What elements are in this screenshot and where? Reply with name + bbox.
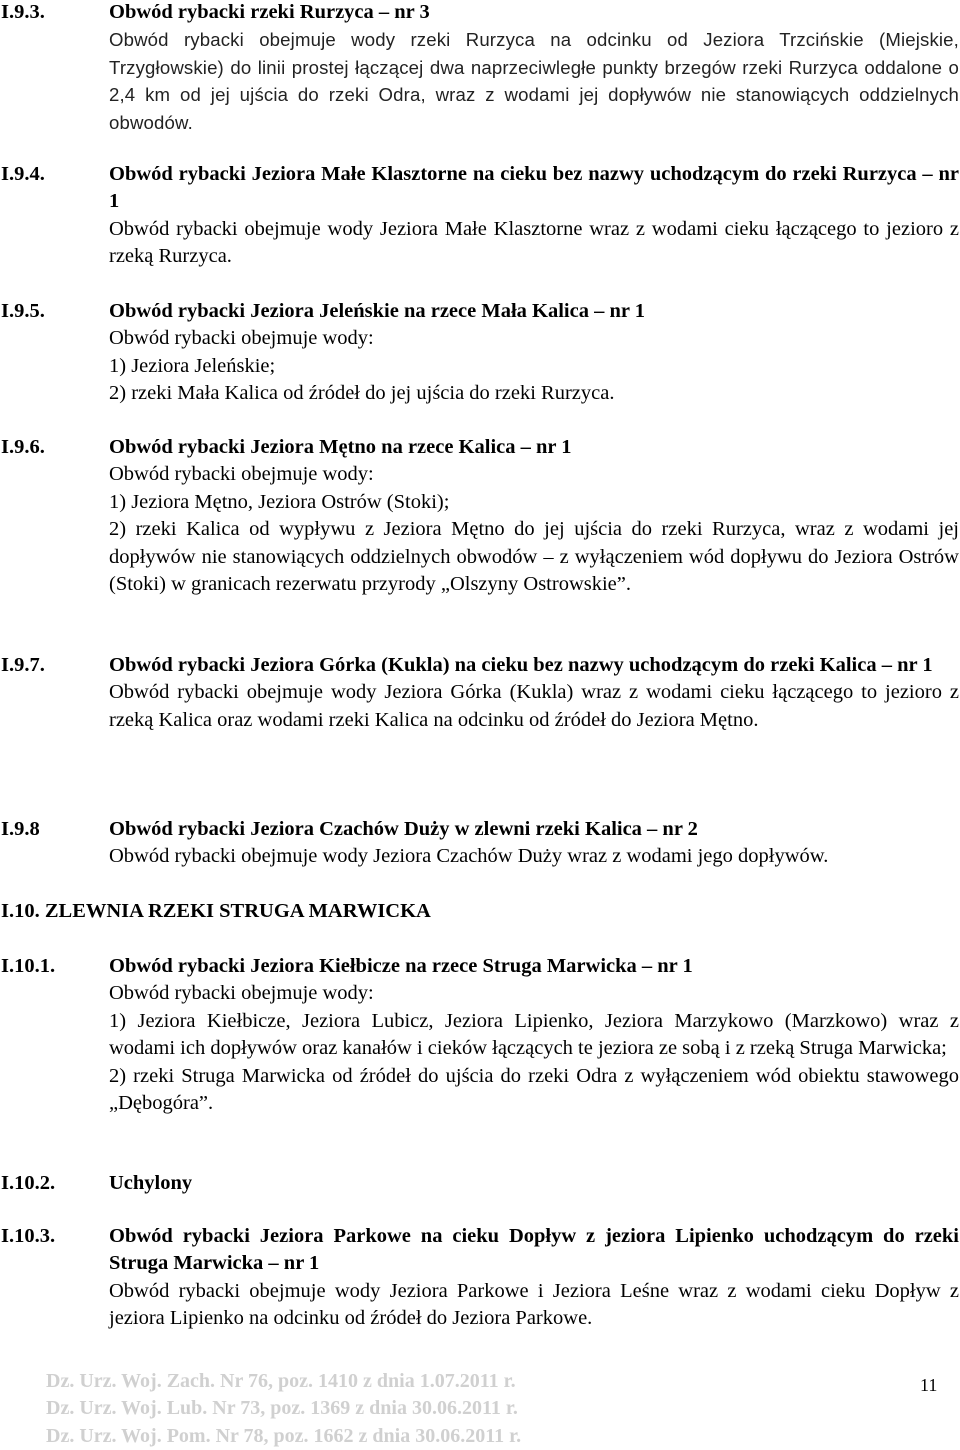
section-body: Obwód rybacki obejmuje wody Jeziora Parkowe i Jeziora Leśne wraz z wodami cieku Dopływ z jeziora Lipienko na odcinku od źródeł do Jeziora Parkowe. (109, 1279, 959, 1330)
section-content (109, 1170, 959, 1197)
section-title: Obwód rybacki Jeziora Parkowe na cieku Dopływ z jeziora Lipienko uchodzącym do rzeki Struga Marwicka – nr 1 (109, 1225, 959, 1275)
list-item: 1) Jeziora Jeleńskie; (109, 354, 276, 377)
section-body: Obwód rybacki obejmuje wody: (109, 463, 374, 486)
section-title: Obwód rybacki Jeziora Mętno na rzece Kalica – nr 1 (109, 436, 572, 458)
section-number: I.9.4. (1, 163, 45, 185)
section-title: Obwód rybacki Jeziora Małe Klasztorne na cieku bez nazwy uchodzącym do rzeki Rurzyca – nr 1 (109, 163, 959, 213)
section-content (109, 161, 959, 271)
list-item: 2) rzeki Kalica od wypływu z Jeziora Mętno do jej ujścia do rzeki Rurzyca, wraz z wodami jej dopływów nie stanowiących oddzielnych obwodów – z wyłączeniem wód dopływu do Jeziora Ostrów (Stoki) w granicach rezerwatu przyrody „Olszyny Ostrowskie”. (109, 518, 959, 596)
section-number: I.9.8 (1, 818, 40, 840)
footer-line: Dz. Urz. Woj. Zach. Nr 76, poz. 1410 z dnia 1.07.2011 r. (46, 1370, 516, 1392)
section-title: Obwód rybacki Jeziora Jeleńskie na rzece Mała Kalica – nr 1 (109, 300, 645, 322)
section-content (109, 1223, 959, 1333)
section-content (109, 298, 959, 408)
page-number: 11 (920, 1375, 938, 1395)
section-number: I.10.1. (1, 955, 56, 977)
section-title: Obwód rybacki Jeziora Kiełbicze na rzece Struga Marwicka – nr 1 (109, 955, 693, 977)
list-item: 2) rzeki Mała Kalica od źródeł do jej ujścia do rzeki Rurzyca. (109, 382, 615, 405)
footer-line: Dz. Urz. Woj. Pom. Nr 78, poz. 1662 z dnia 30.06.2011 r. (46, 1424, 522, 1447)
section-number: I.10.3. (1, 1225, 56, 1247)
section-body: Obwód rybacki obejmuje wody Jeziora Małe Klasztorne wraz z wodami cieku łączącego to jezioro z rzeką Rurzyca. (109, 217, 959, 268)
footer (46, 1368, 521, 1450)
section-body: Obwód rybacki obejmuje wody: (109, 327, 374, 350)
section-title: Obwód rybacki Jeziora Czachów Duży w zlewni rzeki Kalica – nr 2 (109, 818, 698, 840)
list-item: 1) Jeziora Mętno, Jeziora Ostrów (Stoki); (109, 490, 450, 513)
chapter-heading: I.10. ZLEWNIA RZEKI STRUGA MARWICKA (1, 900, 431, 922)
section-content (109, 652, 959, 734)
section-title: Obwód rybacki Jeziora Górka (Kukla) na cieku bez nazwy uchodzącym do rzeki Kalica – nr 1 (109, 654, 933, 676)
list-item: 1) Jeziora Kiełbicze, Jeziora Lubicz, Jeziora Lipienko, Jeziora Marzykowo (Marzkowo) wraz z wodami ich dopływów oraz kanałów i cieków łączących te jeziora ze sobą i z rzeką Struga Marwicka; (109, 1009, 959, 1060)
footer-line: Dz. Urz. Woj. Lub. Nr 73, poz. 1369 z dnia 30.06.2011 r. (46, 1397, 518, 1420)
section-body: Obwód rybacki obejmuje wody Jeziora Czachów Duży wraz z wodami jego dopływów. (109, 845, 829, 868)
section-number: I.10.2. (1, 1172, 56, 1194)
section-body: Obwód rybacki obejmuje wody rzeki Rurzyca na odcinku od Jeziora Trzcińskie (Miejskie, Trzygłowskie) do linii prostej łączącej dwa naprzeciwległe punkty brzegów rzeki Rurzyca oddalone o 2,4 km od jej ujścia do rzeki Odra, wraz z wodami jej dopływów nie stanowiących oddzielnych obwodów. (109, 29, 959, 133)
section-title: Uchylony (109, 1172, 193, 1194)
section-body: Obwód rybacki obejmuje wody Jeziora Górka (Kukla) wraz z wodami cieku łączącego to jezioro z rzeką Kalica oraz wodami rzeki Kalica na odcinku od źródeł do Jeziora Mętno. (109, 681, 959, 731)
section-number: I.9.5. (1, 300, 45, 322)
section-number: I.9.6. (1, 436, 45, 458)
section-content (109, 953, 959, 1117)
section-body: Obwód rybacki obejmuje wody: (109, 982, 374, 1005)
section-content (109, 0, 959, 136)
section-content (109, 434, 959, 598)
section-number: I.9.7. (1, 654, 45, 676)
list-item: 2) rzeki Struga Marwicka od źródeł do ujścia do rzeki Odra z wyłączeniem wód obiektu stawowego „Dębogóra”. (109, 1064, 959, 1115)
section-number: I.9.3. (1, 1, 45, 23)
section-title: Obwód rybacki rzeki Rurzyca – nr 3 (109, 1, 430, 23)
section-content (109, 816, 959, 871)
